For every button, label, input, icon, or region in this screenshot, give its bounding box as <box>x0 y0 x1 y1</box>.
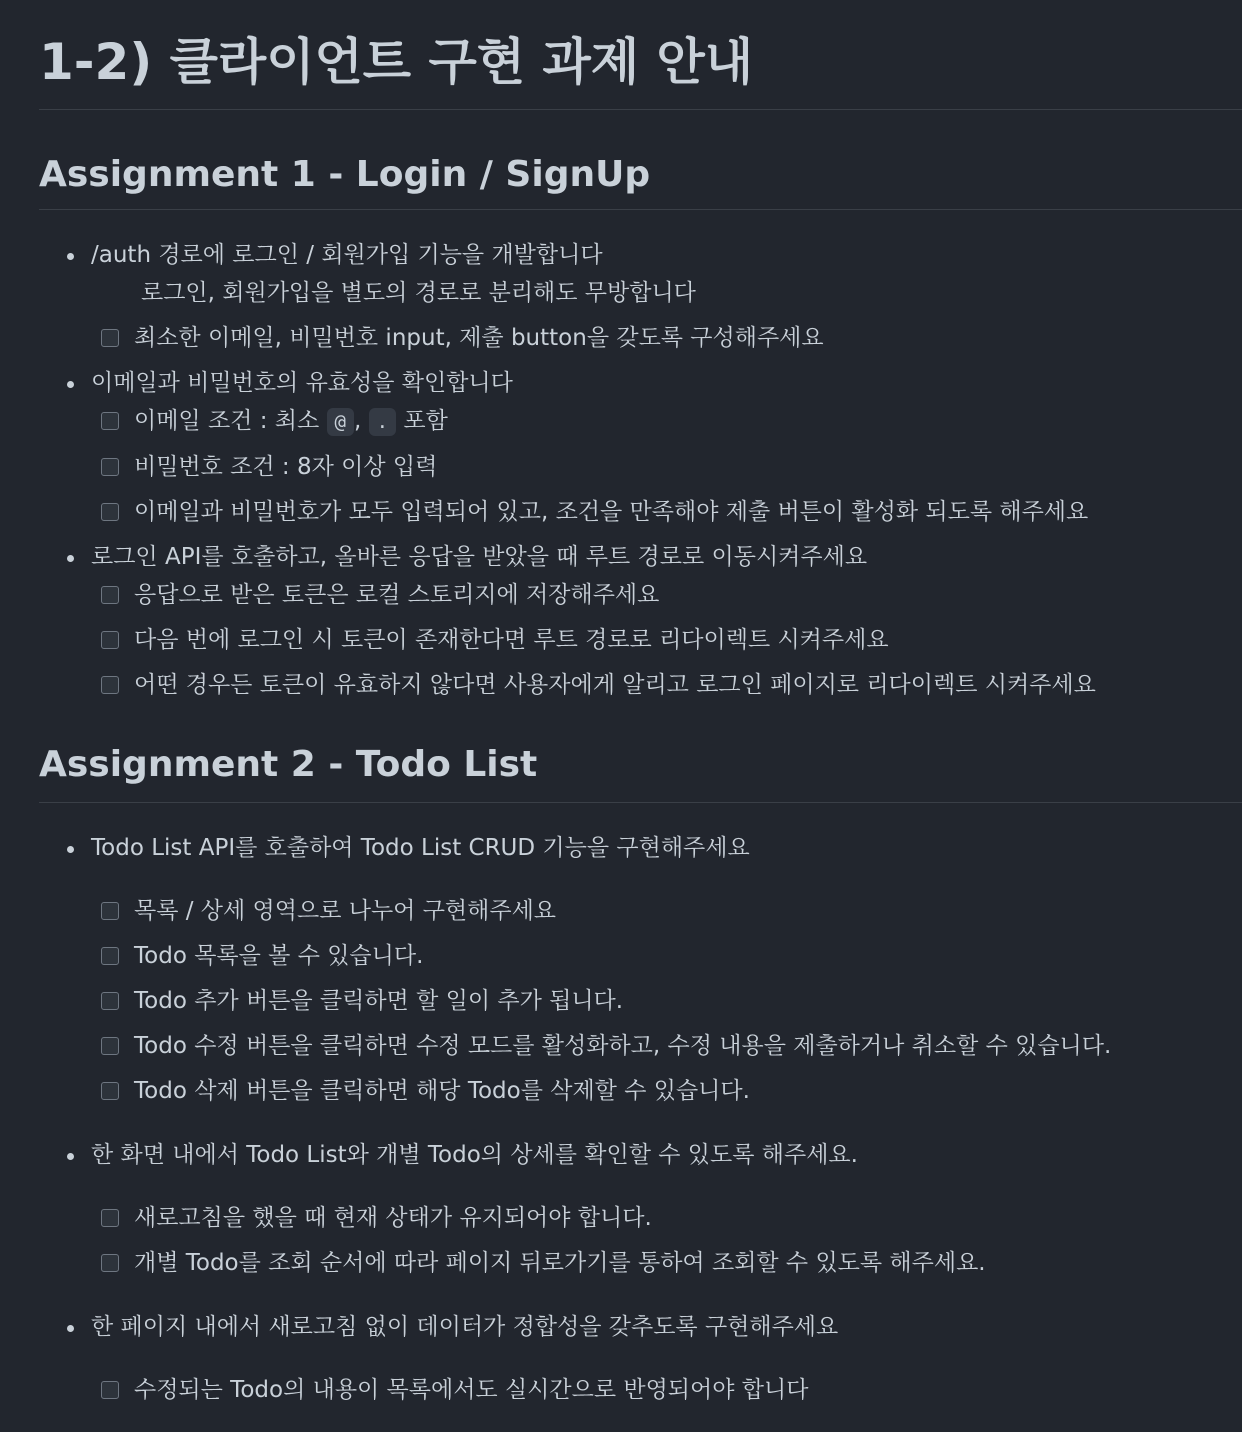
task-checkbox[interactable] <box>101 458 119 476</box>
list-item-text: Todo List API를 호출하여 Todo List CRUD 기능을 구현해주세요 <box>91 835 750 861</box>
task-item <box>39 986 1242 1016</box>
assignment-1-heading: Assignment 1 - Login / SignUp <box>39 150 1242 210</box>
task-text: 목록 / 상세 영역으로 나누어 구현해주세요 <box>134 898 557 924</box>
task-item <box>39 452 1242 482</box>
task-text: 응답으로 받은 토큰은 로컬 스토리지에 저장해주세요 <box>134 582 660 608</box>
task-item <box>39 323 1242 353</box>
task-item <box>39 497 1242 527</box>
task-text: Todo 목록을 볼 수 있습니다. <box>134 943 424 969</box>
document <box>39 0 1242 1405</box>
assignment-1-list <box>39 240 1242 700</box>
task-checkbox[interactable] <box>101 586 119 604</box>
list-item-text: 이메일과 비밀번호의 유효성을 확인합니다 <box>91 370 513 396</box>
task-item <box>39 1203 1242 1233</box>
task-item <box>39 670 1242 700</box>
task-checkbox[interactable] <box>101 329 119 347</box>
list-item-text: /auth 경로에 로그인 / 회원가입 기능을 개발합니다 <box>91 242 603 268</box>
list-item <box>39 1140 1242 1170</box>
task-checkbox[interactable] <box>101 1209 119 1227</box>
task-text: 포함 <box>396 408 448 434</box>
task-item <box>39 1031 1242 1061</box>
task-checkbox[interactable] <box>101 1254 119 1272</box>
task-text: Todo 추가 버튼을 클릭하면 할 일이 추가 됩니다. <box>134 988 624 1014</box>
task-text: 이메일과 비밀번호가 모두 입력되어 있고, 조건을 만족해야 제출 버튼이 활성화 되도록 해주세요 <box>134 499 1089 525</box>
task-item <box>39 896 1242 926</box>
task-checkbox[interactable] <box>101 992 119 1010</box>
task-text: Todo 수정 버튼을 클릭하면 수정 모드를 활성화하고, 수정 내용을 제출하거나 취소할 수 있습니다. <box>134 1033 1112 1059</box>
list-item-note: 로그인, 회원가입을 별도의 경로로 분리해도 무방합니다 <box>141 280 696 306</box>
task-checkbox[interactable] <box>101 412 119 430</box>
list-item <box>39 1312 1242 1342</box>
task-text: 비밀번호 조건 : 8자 이상 입력 <box>134 454 438 480</box>
task-item <box>39 580 1242 610</box>
task-text: 최소한 이메일, 비밀번호 input, 제출 button을 갖도록 구성해주세요 <box>134 325 824 351</box>
task-item <box>39 625 1242 655</box>
task-item <box>39 1375 1242 1405</box>
list-item <box>39 240 1242 270</box>
assignment-2-heading: Assignment 2 - Todo List <box>39 740 1242 803</box>
list-item <box>39 542 1242 572</box>
task-text: , <box>353 408 369 434</box>
task-text: Todo 삭제 버튼을 클릭하면 해당 Todo를 삭제할 수 있습니다. <box>134 1078 750 1104</box>
task-checkbox[interactable] <box>101 1082 119 1100</box>
inline-code: @ <box>327 408 354 436</box>
inline-code: . <box>369 408 396 436</box>
task-checkbox[interactable] <box>101 1037 119 1055</box>
task-checkbox[interactable] <box>101 947 119 965</box>
task-text: 개별 Todo를 조회 순서에 따라 페이지 뒤로가기를 통하여 조회할 수 있도록 해주세요. <box>134 1250 986 1276</box>
task-checkbox[interactable] <box>101 902 119 920</box>
list-item-text: 로그인 API를 호출하고, 올바른 응답을 받았을 때 루트 경로로 이동시켜주세요 <box>91 544 868 570</box>
task-item <box>39 941 1242 971</box>
list-item <box>39 368 1242 398</box>
list-item-text: 한 페이지 내에서 새로고침 없이 데이터가 정합성을 갖추도록 구현해주세요 <box>91 1314 839 1340</box>
task-item <box>39 1248 1242 1278</box>
list-item-text: 한 화면 내에서 Todo List와 개별 Todo의 상세를 확인할 수 있도록 해주세요. <box>91 1142 858 1168</box>
task-item <box>39 1076 1242 1106</box>
task-item <box>39 406 1242 437</box>
page-title: 1-2) 클라이언트 구현 과제 안내 <box>39 0 1242 110</box>
task-text: 어떤 경우든 토큰이 유효하지 않다면 사용자에게 알리고 로그인 페이지로 리다이렉트 시켜주세요 <box>134 672 1096 698</box>
list-item <box>39 833 1242 863</box>
task-checkbox[interactable] <box>101 1381 119 1399</box>
assignment-2-list <box>39 833 1242 1405</box>
task-text: 다음 번에 로그인 시 토큰이 존재한다면 루트 경로로 리다이렉트 시켜주세요 <box>134 627 889 653</box>
task-text: 수정되는 Todo의 내용이 목록에서도 실시간으로 반영되어야 합니다 <box>134 1377 809 1403</box>
task-checkbox[interactable] <box>101 503 119 521</box>
task-text: 새로고침을 했을 때 현재 상태가 유지되어야 합니다. <box>134 1205 652 1231</box>
task-checkbox[interactable] <box>101 631 119 649</box>
task-checkbox[interactable] <box>101 676 119 694</box>
task-text: 이메일 조건 : 최소 <box>134 408 327 434</box>
